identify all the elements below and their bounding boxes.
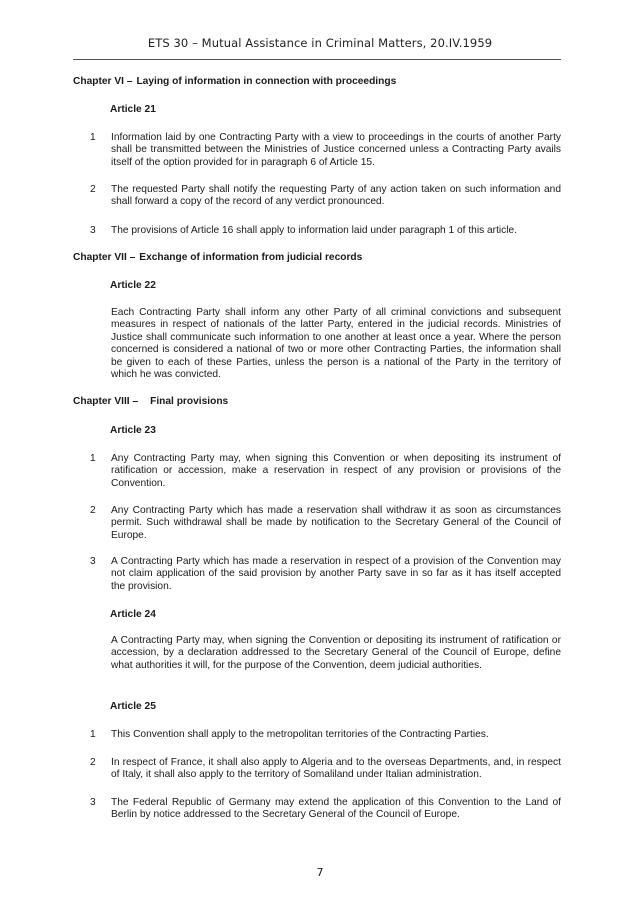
article-22-heading: Article 22: [110, 280, 156, 291]
running-header: ETS 30 – Mutual Assistance in Criminal Matters, 20.IV.1959: [147, 36, 493, 50]
page-number: 7: [316, 866, 324, 879]
header-rule: [73, 59, 561, 60]
article-25-para-1: This Convention shall apply to the metropolitan territories of the Contracting Parties.: [111, 729, 489, 740]
chapter-6-title: Laying of information in connection with proceedings: [136, 76, 397, 87]
article-24-text: A Contracting Party may, when signing the Convention or depositing its instrument of ratification or accession, by a declaration addressed to the Secretary General of the Council of Europe, define what authorities it will, for the purpose of the Convention, deem judicial authorities.: [111, 635, 561, 671]
chapter-8-heading: [73, 396, 228, 408]
article-25-heading: Article 25: [110, 701, 156, 712]
article-23-para-1: Any Contracting Party may, when signing this Convention or when depositing its instrument of ratification or accession, make a reservation in respect of any provision or provisions of the Convention.: [111, 453, 561, 489]
article-21-para-2: The requested Party shall notify the requesting Party of any action taken on such information and shall forward a copy of the record of any verdict pronounced.: [111, 184, 561, 208]
article-25-para-3-number: 3: [90, 797, 96, 808]
chapter-7-title: Exchange of information from judicial records: [139, 252, 363, 263]
article-23-para-3-number: 3: [90, 556, 96, 567]
article-21-heading: Article 21: [110, 104, 156, 115]
article-25-para-2-number: 2: [90, 757, 96, 768]
article-23-para-2-number: 2: [90, 505, 96, 516]
article-23-heading: Article 23: [110, 425, 156, 436]
article-23-para-2: Any Contracting Party which has made a reservation shall withdraw it as soon as circumstances permit. Such withdrawal shall be made by notification to the Secretary General of the Council of Europe.: [111, 505, 561, 541]
article-25-para-1-number: 1: [90, 729, 96, 740]
article-25-para-2: In respect of France, it shall also apply to Algeria and to the overseas Departments, and, in respect of Italy, it shall also apply to the territory of Somaliland under Italian administration.: [111, 757, 561, 781]
chapter-6-label: Chapter VI –: [73, 76, 133, 87]
article-23-para-1-number: 1: [90, 453, 96, 464]
chapter-6-heading: [73, 76, 396, 88]
article-21-para-3: The provisions of Article 16 shall apply to information laid under paragraph 1 of this article.: [111, 225, 518, 236]
chapter-8-title: Final provisions: [150, 396, 229, 407]
article-21-para-1: Information laid by one Contracting Party with a view to proceedings in the courts of another Party shall be transmitted between the Ministries of Justice concerned unless a Contracting Party avails itself of the option provided for in paragraph 6 of Article 15.: [111, 132, 561, 168]
article-23-para-3: A Contracting Party which has made a reservation in respect of a provision of the Convention may not claim application of the said provision by another Party save in so far as it has itself accepted the provision.: [111, 556, 561, 592]
chapter-8-label: Chapter VIII –: [73, 396, 139, 407]
article-21-para-1-number: 1: [90, 132, 96, 143]
chapter-7-heading: [73, 252, 362, 264]
article-21-para-2-number: 2: [90, 184, 96, 195]
chapter-7-label: Chapter VII –: [73, 252, 136, 263]
article-22-text: Each Contracting Party shall inform any other Party of all criminal convictions and subsequent measures in respect of nationals of the latter Party, entered in the judicial records. Ministries of Justice shall communicate such information to one another at least once a year. Where the person concerned is considered a national of two or more other Contracting Parties, the information shall be given to each of these Parties, unless the person is a national of the Party in the territory of which he was convicted.: [111, 307, 561, 381]
article-21-para-3-number: 3: [90, 225, 96, 236]
article-24-heading: Article 24: [110, 609, 156, 620]
article-25-para-3: The Federal Republic of Germany may extend the application of this Convention to the Land of Berlin by notice addressed to the Secretary General of the Council of Europe.: [111, 797, 561, 821]
